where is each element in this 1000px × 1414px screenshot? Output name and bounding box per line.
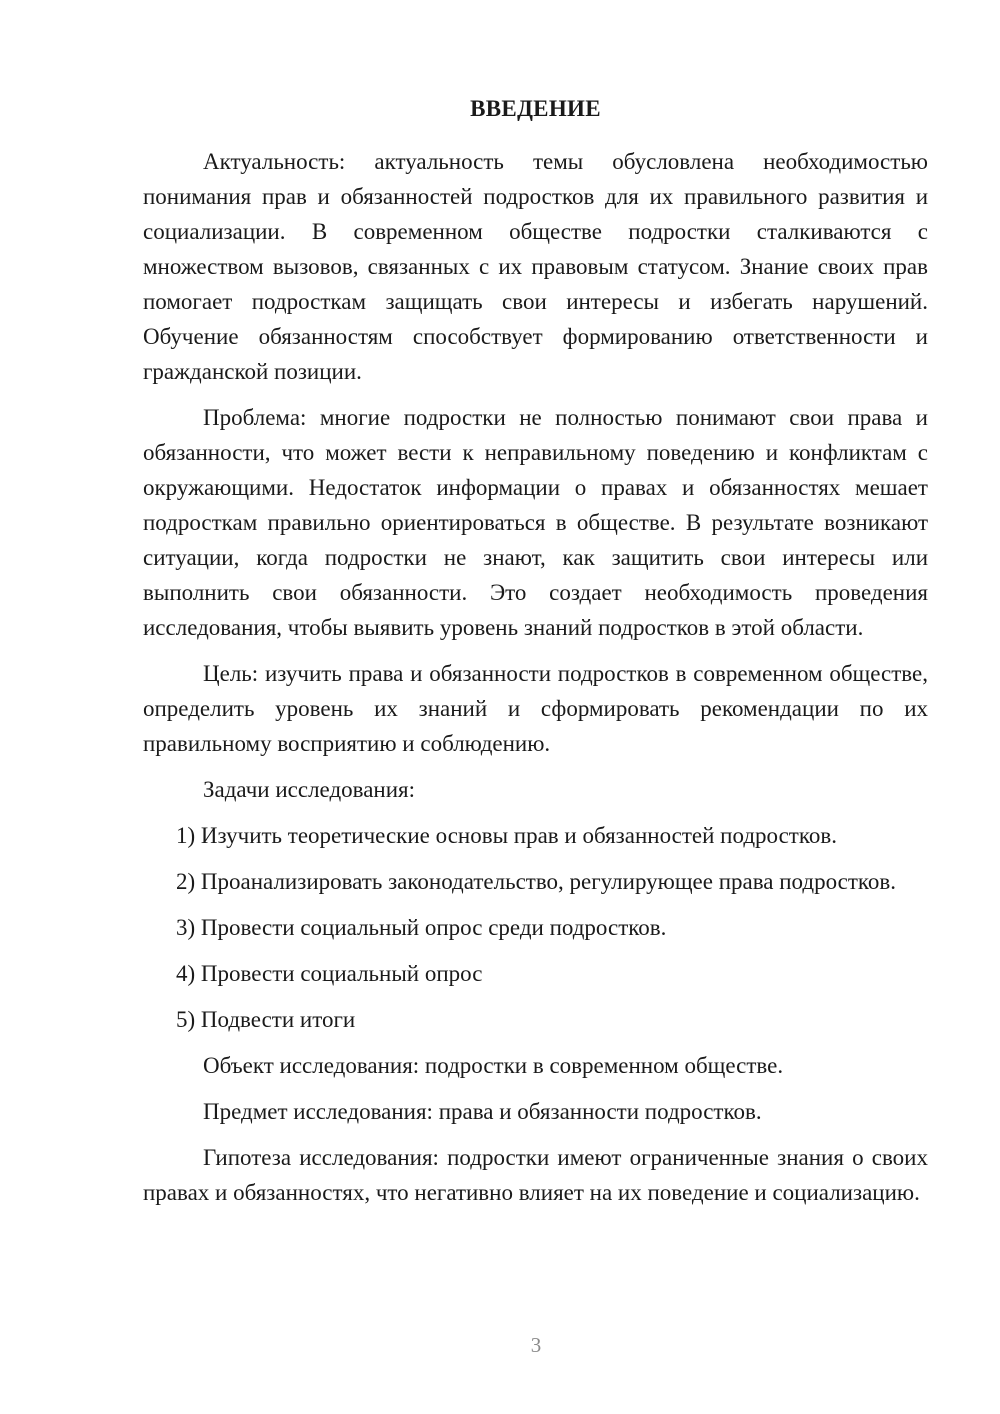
task-item-2: 2) Проанализировать законодательство, регулирующее права подростков. [176,869,897,894]
task-item-1: 1) Изучить теоретические основы прав и обязанностей подростков. [176,823,837,848]
section-title: ВВЕДЕНИЕ [470,96,601,121]
goal-paragraph: Цель: изучить права и обязанности подростков в современном обществе, определить уровень их знаний и сформировать рекомендации по их правильному восприятию и соблюдению. [143,661,928,756]
task-item-3: 3) Провести социальный опрос среди подростков. [176,915,667,940]
task-item-4: 4) Провести социальный опрос [176,961,483,986]
tasks-heading: Задачи исследования: [203,777,416,802]
object-paragraph: Объект исследования: подростки в современном обществе. [203,1053,784,1078]
page-content [143,91,928,1221]
page-number: 3 [530,1333,542,1357]
relevance-paragraph: Актуальность: актуальность темы обусловлена необходимостью понимания прав и обязанностей подростков для их правильного развития и социализации. В современном обществе подростки сталкиваются с множеством вызовов, связанных с их правовым статусом. Знание своих прав помогает подросткам защищать свои интересы и избегать нарушений. Обучение обязанностям способствует формированию ответственности и гражданской позиции. [143,149,928,384]
hypothesis-paragraph: Гипотеза исследования: подростки имеют ограниченные знания о своих правах и обязанностях, что негативно влияет на их поведение и социализацию. [143,1145,928,1205]
problem-paragraph: Проблема: многие подростки не полностью понимают свои права и обязанности, что может вести к неправильному поведению и конфликтам с окружающими. Недостаток информации о правах и обязанностях мешает подросткам правильно ориентироваться в обществе. В результате возникают ситуации, когда подростки не знают, как защитить свои интересы или выполнить свои обязанности. Это создает необходимость проведения исследования, чтобы выявить уровень знаний подростков в этой области. [143,405,928,640]
subject-paragraph: Предмет исследования: права и обязанности подростков. [203,1099,762,1124]
task-item-5: 5) Подвести итоги [176,1007,356,1032]
